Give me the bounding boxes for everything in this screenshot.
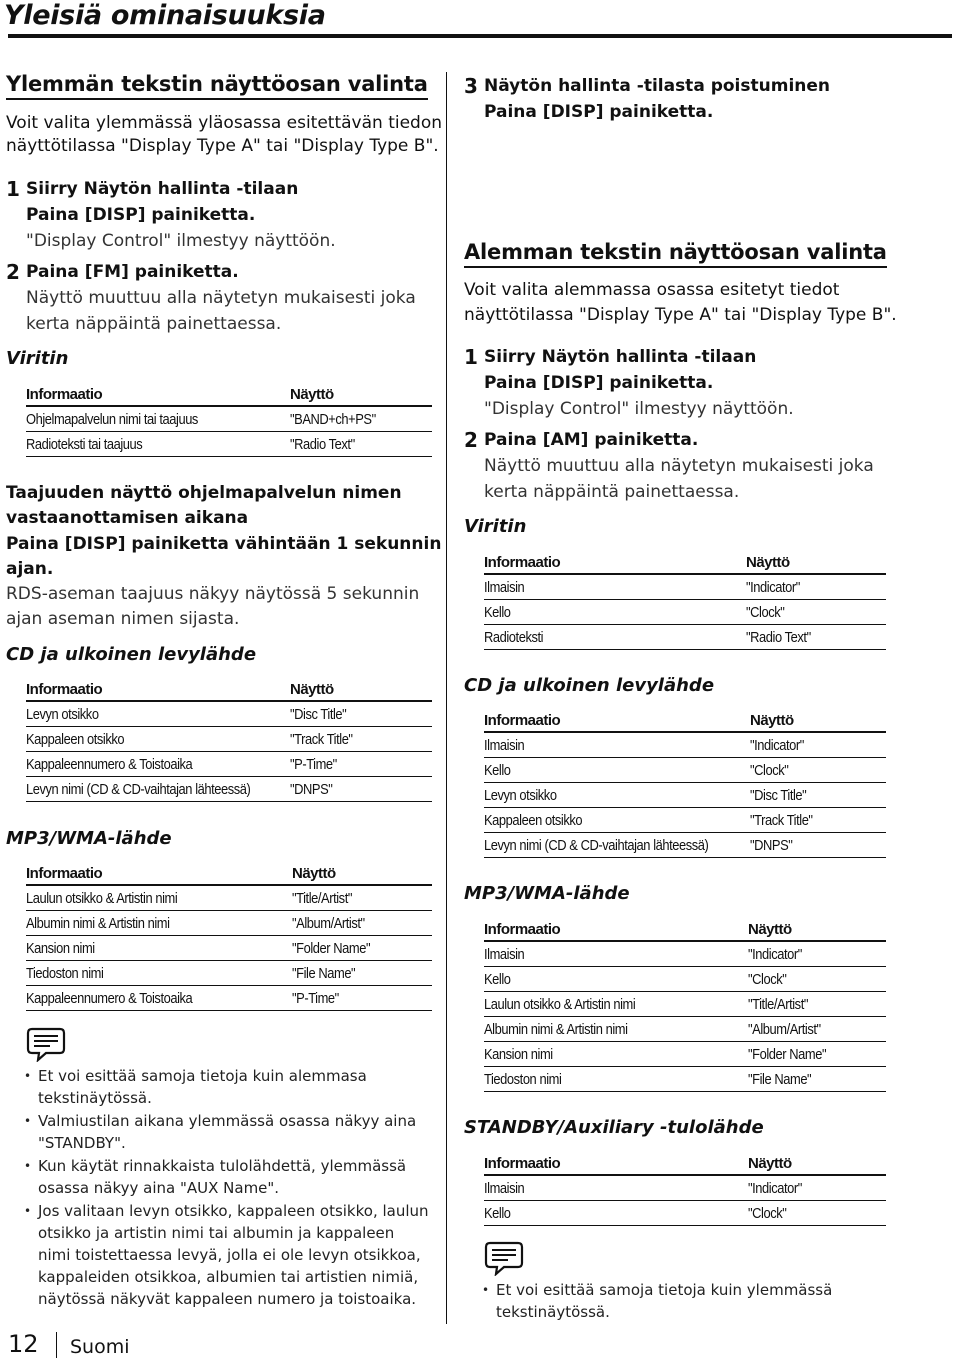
table-header-row bbox=[26, 677, 432, 702]
table-row bbox=[484, 992, 886, 1017]
table-header-cell: Informaatio bbox=[26, 386, 103, 403]
table-cell: Tiedoston nimi bbox=[26, 965, 104, 982]
table-cell: "Clock" bbox=[746, 604, 785, 621]
note-line: • Jos valitaan levyn otsikko, kappaleen otsikko, laulun bbox=[38, 1202, 429, 1220]
table-cell: Kansion nimi bbox=[26, 940, 95, 957]
table-row bbox=[26, 961, 432, 986]
left-intro-line-2: näyttötilassa "Display Type A" tai "Display Type B". bbox=[6, 136, 439, 156]
table-cell: "P-Time" bbox=[290, 756, 337, 773]
table-cell: Ilmaisin bbox=[484, 737, 525, 754]
note-item bbox=[6, 1155, 436, 1199]
table-row bbox=[26, 986, 432, 1011]
table-row bbox=[484, 575, 886, 600]
table-row bbox=[26, 777, 432, 802]
right-standby-table bbox=[484, 1151, 886, 1226]
table-cell: Laulun otsikko & Artistin nimi bbox=[26, 890, 178, 907]
table-cell: Levyn otsikko bbox=[26, 706, 99, 723]
table-header-row bbox=[484, 550, 886, 575]
step-title: Siirry Näytön hallinta -tilaan bbox=[26, 179, 299, 199]
note-line: "STANDBY". bbox=[38, 1134, 126, 1152]
note-line: otsikko ja artistin nimi tai albumin ja kappaleen bbox=[38, 1224, 395, 1242]
right-intro-line-1: Voit valita alemmassa osassa esitetyt tiedot bbox=[464, 280, 840, 300]
right-mp3-title: MP3/WMA-lähde bbox=[464, 883, 630, 904]
table-cell: "Clock" bbox=[748, 1205, 787, 1222]
right-section-title: Alemman tekstin näyttöosan valinta bbox=[464, 240, 887, 268]
table-cell: "File Name" bbox=[292, 965, 356, 982]
table-row bbox=[484, 1067, 886, 1092]
left-cd-title: CD ja ulkoinen levylähde bbox=[6, 644, 257, 665]
step-result-line-1: Näyttö muuttuu alla näytetyn mukaisesti joka bbox=[484, 456, 874, 476]
table-cell: Radioteksti tai taajuus bbox=[26, 436, 143, 453]
left-notes-list bbox=[6, 1065, 436, 1311]
step-number: 1 bbox=[464, 345, 478, 369]
table-header-row bbox=[26, 382, 432, 407]
page-header bbox=[0, 0, 960, 40]
step-action: Paina [DISP] painiketta. bbox=[26, 205, 256, 225]
freq-result-line-2: ajan aseman nimen sijasta. bbox=[6, 609, 240, 629]
table-row bbox=[26, 911, 432, 936]
column-divider bbox=[446, 72, 447, 1324]
table-cell: "Folder Name" bbox=[292, 940, 371, 957]
right-intro-line-2: näyttötilassa "Display Type A" tai "Display Type B". bbox=[464, 305, 897, 325]
freq-result-line-1: RDS-aseman taajuus näkyy näytössä 5 sekunnin bbox=[6, 584, 420, 604]
table-row bbox=[484, 1176, 886, 1201]
right-tuner-title: Viritin bbox=[464, 516, 527, 537]
table-cell: Kappaleen otsikko bbox=[26, 731, 125, 748]
table-row bbox=[484, 967, 886, 992]
right-mp3-table bbox=[484, 917, 886, 1092]
table-row bbox=[484, 1042, 886, 1067]
table-cell: Ohjelmapalvelun nimi tai taajuus bbox=[26, 411, 198, 428]
table-cell: Radioteksti bbox=[484, 629, 544, 646]
table-cell: Kello bbox=[484, 971, 511, 988]
right-step-3 bbox=[464, 73, 934, 127]
table-row bbox=[484, 942, 886, 967]
language-label: Suomi bbox=[70, 1336, 130, 1358]
table-row bbox=[484, 733, 886, 758]
left-mp3-table bbox=[26, 861, 432, 1011]
table-cell: "Indicator" bbox=[748, 946, 802, 963]
table-cell: "Indicator" bbox=[746, 579, 800, 596]
table-cell: Ilmaisin bbox=[484, 579, 525, 596]
table-cell: Albumin nimi & Artistin nimi bbox=[26, 915, 170, 932]
table-header-cell: Informaatio bbox=[26, 681, 103, 698]
table-cell: "DNPS" bbox=[750, 837, 793, 854]
table-cell: "Clock" bbox=[748, 971, 787, 988]
table-cell: "Track Title" bbox=[750, 812, 813, 829]
right-step-1 bbox=[464, 344, 934, 424]
table-row bbox=[484, 783, 886, 808]
table-cell: Laulun otsikko & Artistin nimi bbox=[484, 996, 636, 1013]
table-header-row bbox=[484, 708, 886, 733]
table-header-cell: Informaatio bbox=[484, 712, 561, 729]
table-cell: "Title/Artist" bbox=[292, 890, 352, 907]
table-cell: "DNPS" bbox=[290, 781, 333, 798]
left-tuner-table bbox=[26, 382, 432, 457]
note-line: tekstinäytössä. bbox=[38, 1089, 152, 1107]
step-result: "Display Control" ilmestyy näyttöön. bbox=[26, 231, 336, 251]
table-row bbox=[484, 833, 886, 858]
table-row bbox=[26, 752, 432, 777]
table-header-cell: Informaatio bbox=[484, 554, 561, 571]
step-number: 3 bbox=[464, 74, 478, 98]
table-header-row bbox=[484, 917, 886, 942]
table-cell: Kappaleennumero & Toistoaika bbox=[26, 990, 193, 1007]
step-number: 2 bbox=[464, 428, 478, 452]
table-cell: "Track Title" bbox=[290, 731, 353, 748]
table-row bbox=[484, 625, 886, 650]
table-cell: Kello bbox=[484, 1205, 511, 1222]
left-step-2 bbox=[6, 259, 436, 339]
table-cell: "Album/Artist" bbox=[748, 1021, 821, 1038]
step-title: Paina [FM] painiketta. bbox=[26, 262, 239, 282]
table-cell: Kappaleen otsikko bbox=[484, 812, 583, 829]
right-notes-list bbox=[464, 1279, 934, 1324]
table-cell: Levyn nimi (CD & CD-vaihtajan lähteessä) bbox=[26, 781, 251, 798]
table-cell: "Radio Text" bbox=[746, 629, 811, 646]
table-cell: "Disc Title" bbox=[750, 787, 807, 804]
table-row bbox=[484, 1017, 886, 1042]
table-row bbox=[484, 600, 886, 625]
table-row bbox=[26, 727, 432, 752]
note-line: nimi toistettaessa levyä, jolla ei ole levyn otsikkoa, bbox=[38, 1246, 421, 1264]
table-header-cell: Näyttö bbox=[748, 1155, 792, 1172]
right-tuner-table bbox=[484, 550, 886, 650]
table-cell: Kello bbox=[484, 762, 511, 779]
left-cd-table bbox=[26, 677, 432, 802]
table-row bbox=[484, 758, 886, 783]
freq-heading-line-2: vastaanottamisen aikana bbox=[6, 508, 249, 528]
left-intro-line-1: Voit valita ylemmässä yläosassa esitettävän tiedon bbox=[6, 113, 443, 133]
page-title: Yleisiä ominaisuuksia bbox=[4, 0, 326, 31]
step-title: Paina [AM] painiketta. bbox=[484, 430, 699, 450]
header-rule bbox=[8, 34, 952, 38]
table-row bbox=[26, 936, 432, 961]
right-cd-table bbox=[484, 708, 886, 858]
note-icon bbox=[26, 1026, 66, 1062]
table-row bbox=[26, 886, 432, 911]
note-item bbox=[464, 1279, 934, 1323]
step-result-line-1: Näyttö muuttuu alla näytetyn mukaisesti joka bbox=[26, 288, 416, 308]
table-header-cell: Näyttö bbox=[748, 921, 792, 938]
right-step-2 bbox=[464, 427, 934, 507]
table-cell: Albumin nimi & Artistin nimi bbox=[484, 1021, 628, 1038]
table-header-cell: Näyttö bbox=[290, 681, 334, 698]
table-cell: "Title/Artist" bbox=[748, 996, 808, 1013]
table-cell: Ilmaisin bbox=[484, 946, 525, 963]
step-title: Siirry Näytön hallinta -tilaan bbox=[484, 347, 757, 367]
table-header-cell: Näyttö bbox=[750, 712, 794, 729]
table-row bbox=[484, 1201, 886, 1226]
table-header-cell: Näyttö bbox=[292, 865, 336, 882]
note-line: • Kun käytät rinnakkaista tulolähdettä, ylemmässä bbox=[38, 1157, 407, 1175]
table-cell: "P-Time" bbox=[292, 990, 339, 1007]
freq-action-line-1: Paina [DISP] painiketta vähintään 1 sekunnin bbox=[6, 534, 442, 554]
table-cell: Levyn nimi (CD & CD-vaihtajan lähteessä) bbox=[484, 837, 709, 854]
step-number: 2 bbox=[6, 260, 20, 284]
step-result-line-2: kerta näppäintä painettaessa. bbox=[26, 314, 282, 334]
table-cell: "Disc Title" bbox=[290, 706, 347, 723]
footer-divider bbox=[56, 1332, 57, 1358]
table-header-cell: Informaatio bbox=[26, 865, 103, 882]
left-tuner-title: Viritin bbox=[6, 348, 69, 369]
table-cell: Levyn otsikko bbox=[484, 787, 557, 804]
table-row bbox=[26, 407, 432, 432]
note-line: • Et voi esittää samoja tietoja kuin alemmasa bbox=[38, 1067, 367, 1085]
note-icon bbox=[484, 1240, 524, 1276]
table-cell: "Indicator" bbox=[748, 1180, 802, 1197]
table-header-cell: Informaatio bbox=[484, 1155, 561, 1172]
right-standby-title: STANDBY/Auxiliary -tulolähde bbox=[464, 1117, 764, 1138]
left-step-1 bbox=[6, 176, 436, 256]
table-cell: Kappaleennumero & Toistoaika bbox=[26, 756, 193, 773]
note-item bbox=[6, 1065, 436, 1109]
table-header-cell: Näyttö bbox=[746, 554, 790, 571]
step-result-line-2: kerta näppäintä painettaessa. bbox=[484, 482, 740, 502]
note-item bbox=[6, 1200, 436, 1310]
freq-action-line-2: ajan. bbox=[6, 559, 54, 579]
table-cell: "Clock" bbox=[750, 762, 789, 779]
page-number: 12 bbox=[8, 1330, 39, 1358]
note-item bbox=[6, 1110, 436, 1154]
left-mp3-title: MP3/WMA-lähde bbox=[6, 828, 172, 849]
step-number: 1 bbox=[6, 177, 20, 201]
table-header-cell: Näyttö bbox=[290, 386, 334, 403]
table-cell: Kello bbox=[484, 604, 511, 621]
note-line: • Valmiustilan aikana ylemmässä osassa näkyy aina bbox=[38, 1112, 417, 1130]
note-line: kappaleiden otsikkoa, albumien tai artistien nimiä, bbox=[38, 1268, 419, 1286]
table-header-row bbox=[26, 861, 432, 886]
table-cell: Ilmaisin bbox=[484, 1180, 525, 1197]
table-row bbox=[26, 432, 432, 457]
note-line: tekstinäytössä. bbox=[496, 1303, 610, 1321]
table-header-cell: Informaatio bbox=[484, 921, 561, 938]
step-result: "Display Control" ilmestyy näyttöön. bbox=[484, 399, 794, 419]
table-cell: "Folder Name" bbox=[748, 1046, 827, 1063]
table-row bbox=[26, 702, 432, 727]
table-row bbox=[484, 808, 886, 833]
right-cd-title: CD ja ulkoinen levylähde bbox=[464, 675, 715, 696]
table-cell: "BAND+ch+PS" bbox=[290, 411, 376, 428]
step-title: Näytön hallinta -tilasta poistuminen bbox=[484, 76, 831, 96]
step-action: Paina [DISP] painiketta. bbox=[484, 373, 714, 393]
table-cell: "Radio Text" bbox=[290, 436, 355, 453]
table-header-row bbox=[484, 1151, 886, 1176]
table-cell: Kansion nimi bbox=[484, 1046, 553, 1063]
table-cell: "File Name" bbox=[748, 1071, 812, 1088]
note-line: näytössä näkyvät kappaleen numero ja toistoaika. bbox=[38, 1290, 417, 1308]
note-line: • Et voi esittää samoja tietoja kuin ylemmässä bbox=[496, 1281, 833, 1299]
table-cell: "Album/Artist" bbox=[292, 915, 365, 932]
table-cell: Tiedoston nimi bbox=[484, 1071, 562, 1088]
left-section-title: Ylemmän tekstin näyttöosan valinta bbox=[6, 72, 428, 100]
step-action: Paina [DISP] painiketta. bbox=[484, 102, 714, 122]
table-cell: "Indicator" bbox=[750, 737, 804, 754]
freq-heading-line-1: Taajuuden näyttö ohjelmapalvelun nimen bbox=[6, 483, 402, 503]
note-line: osassa näkyy aina "AUX Name". bbox=[38, 1179, 280, 1197]
